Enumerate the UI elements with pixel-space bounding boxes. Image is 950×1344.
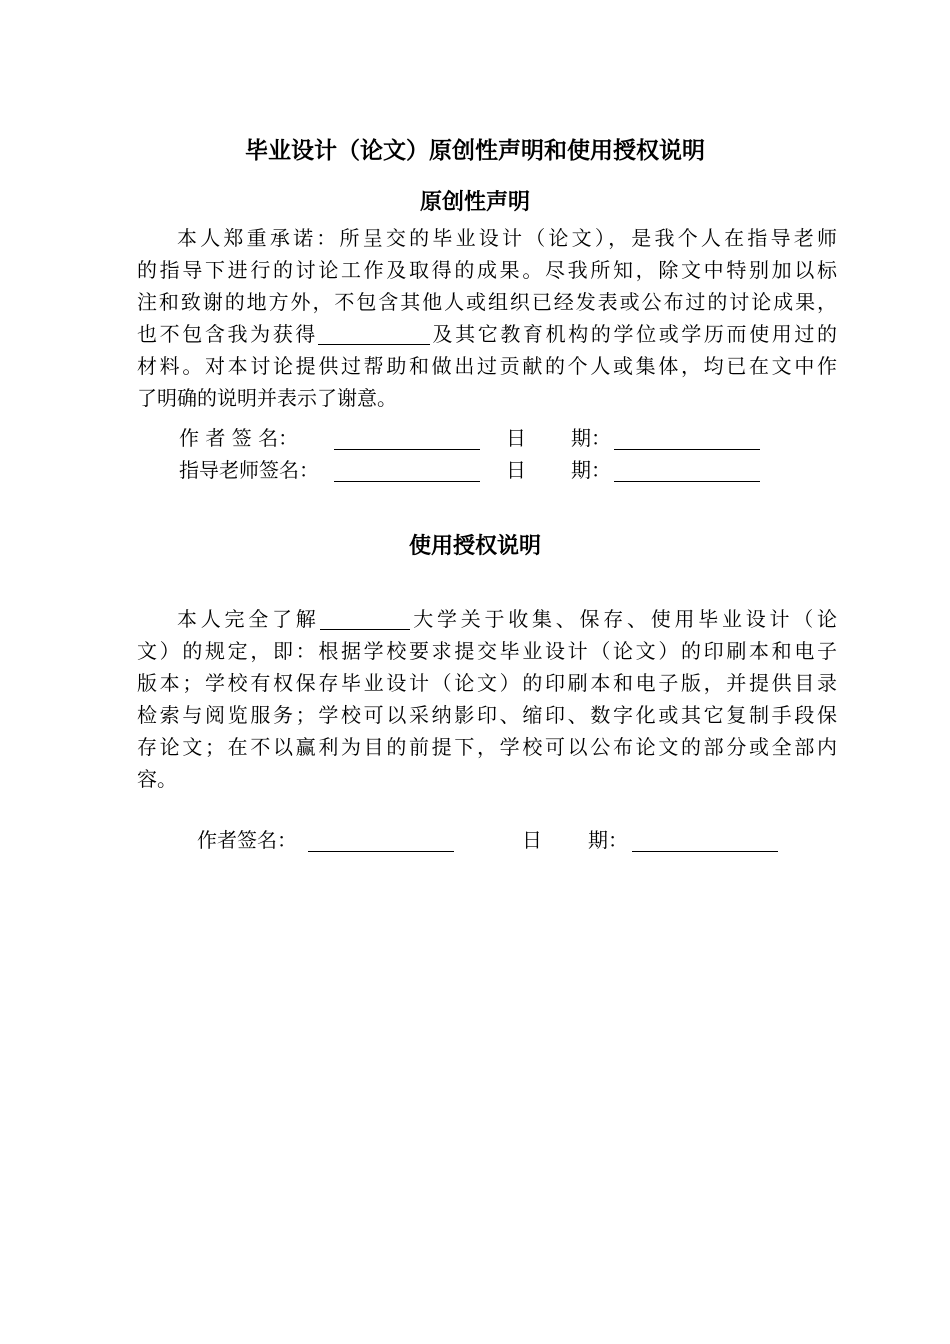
date-label-char: 日 — [506, 426, 526, 450]
authorization-signature-row — [0, 825, 950, 855]
author-signature-label: 作者签名： — [197, 828, 297, 852]
statement-text: 及其它教育机构的学位或学历而使用过的 — [429, 322, 838, 346]
date-label-char: 期： — [571, 458, 611, 482]
statement-line: 了明确的说明并表示了谢意。 — [137, 386, 397, 410]
advisor-signature-label: 指导老师签名： — [179, 458, 319, 482]
degree-blank — [318, 322, 430, 345]
authorization-date-field[interactable] — [632, 851, 778, 852]
statement-line: 文）的规定，即：根据学校要求提交毕业设计（论文）的印刷本和电子 — [137, 639, 837, 663]
authorization-statement — [137, 603, 837, 795]
date-label-char: 日 — [522, 828, 542, 852]
statement-line: 容。 — [137, 767, 177, 791]
date-label-char: 期： — [588, 828, 628, 852]
statement-text: 本人完全了解 — [177, 607, 320, 631]
advisor-signature-field[interactable] — [334, 481, 480, 482]
statement-line: 版本；学校有权保存毕业设计（论文）的印刷本和电子版，并提供目录 — [137, 671, 837, 695]
author-signature-row — [0, 423, 950, 453]
date-label-char: 日 — [506, 458, 526, 482]
authorization-signature-field[interactable] — [308, 851, 454, 852]
document-title: 毕业设计（论文）原创性声明和使用授权说明 — [245, 138, 705, 164]
author-date-field[interactable] — [614, 449, 760, 450]
advisor-signature-row — [0, 455, 950, 485]
originality-heading: 原创性声明 — [419, 190, 530, 215]
statement-line: 的指导下进行的讨论工作及取得的成果。尽我所知，除文中特别加以标 — [137, 258, 837, 282]
author-signature-label: 作 者 签 名： — [179, 426, 299, 450]
advisor-date-field[interactable] — [614, 481, 760, 482]
university-blank — [320, 607, 410, 630]
statement-text: 也不包含我为获得 — [137, 322, 318, 346]
statement-line: 本人郑重承诺：所呈交的毕业设计（论文），是我个人在指导老师 — [177, 226, 837, 250]
statement-line: 存论文；在不以赢利为目的前提下，学校可以公布论文的部分或全部内 — [137, 735, 837, 759]
originality-statement — [137, 222, 837, 414]
statement-line: 检索与阅览服务；学校可以采纳影印、缩印、数字化或其它复制手段保 — [137, 703, 837, 727]
statement-line-with-blank — [137, 318, 837, 350]
statement-text: 大学关于收集、保存、使用毕业设计（论 — [409, 607, 837, 631]
statement-line: 注和致谢的地方外，不包含其他人或组织已经发表或公布过的讨论成果， — [137, 290, 837, 314]
author-signature-field[interactable] — [334, 449, 480, 450]
date-label-char: 期： — [571, 426, 611, 450]
statement-line: 材料。对本讨论提供过帮助和做出过贡献的个人或集体，均已在文中作 — [137, 354, 837, 378]
authorization-heading: 使用授权说明 — [408, 534, 541, 559]
statement-line-with-blank — [137, 603, 837, 635]
